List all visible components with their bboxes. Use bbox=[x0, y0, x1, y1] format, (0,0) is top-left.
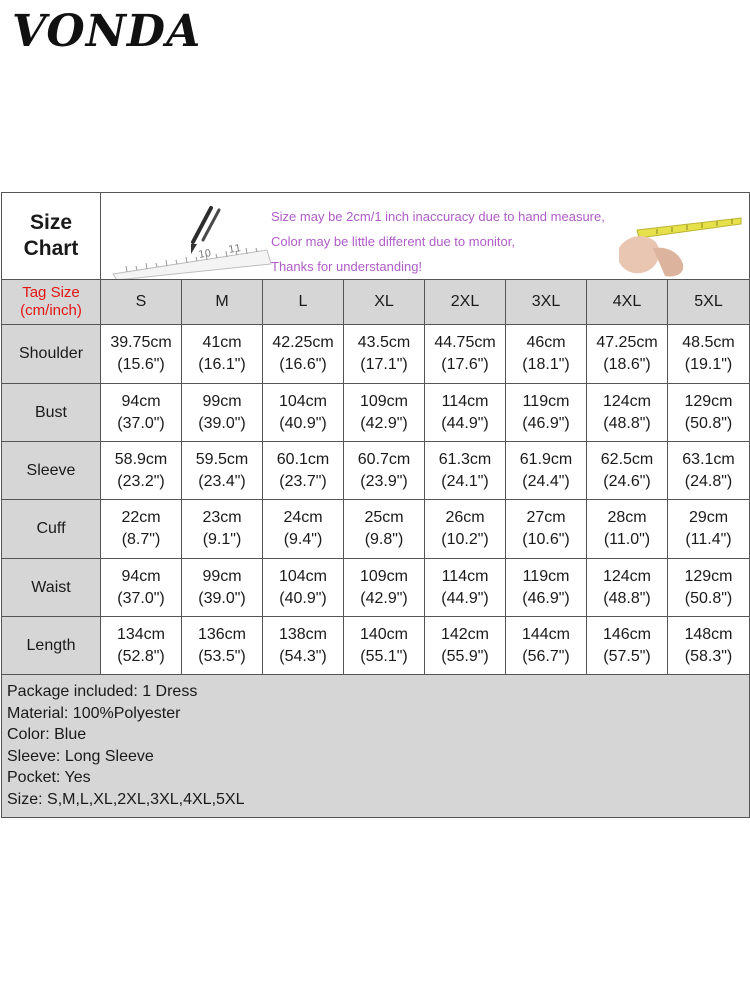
detail-line: Color: Blue bbox=[7, 726, 87, 744]
size-column-header: 2XL bbox=[425, 280, 506, 325]
measurement-cell: 129cm (50.8") bbox=[668, 559, 750, 617]
size-column-header: 4XL bbox=[587, 280, 668, 325]
size-column-header: XL bbox=[344, 280, 425, 325]
measurement-cell: 47.25cm (18.6") bbox=[587, 325, 668, 384]
measurement-cell: 119cm (46.9") bbox=[506, 384, 587, 442]
measurement-cell: 144cm (56.7") bbox=[506, 617, 587, 675]
size-column-header: 5XL bbox=[668, 280, 750, 325]
measurement-cell: 59.5cm (23.4") bbox=[182, 442, 263, 500]
measurement-cell: 58.9cm (23.2") bbox=[101, 442, 182, 500]
size-column-header: M bbox=[182, 280, 263, 325]
measurement-cell: 124cm (48.8") bbox=[587, 559, 668, 617]
measurement-cell: 136cm (53.5") bbox=[182, 617, 263, 675]
measurement-cell: 60.1cm (23.7") bbox=[263, 442, 344, 500]
measurement-cell: 129cm (50.8") bbox=[668, 384, 750, 442]
measurement-cell: 44.75cm (17.6") bbox=[425, 325, 506, 384]
product-details bbox=[2, 675, 750, 818]
row-label-cuff: Cuff bbox=[2, 500, 101, 559]
title-line: Size bbox=[29, 211, 73, 234]
notice-line: Size may be 2cm/1 inch inaccuracy due to hand measure, bbox=[271, 208, 605, 224]
measuring-tape-icon bbox=[597, 208, 745, 279]
measurement-cell: 109cm (42.9") bbox=[344, 559, 425, 617]
row-label-waist: Waist bbox=[2, 559, 101, 617]
brand-logo: VONDA bbox=[12, 6, 202, 57]
table-row bbox=[2, 325, 750, 384]
measurement-cell: 61.3cm (24.1") bbox=[425, 442, 506, 500]
notice-text bbox=[271, 204, 605, 279]
measurement-cell: 104cm (40.9") bbox=[263, 384, 344, 442]
ruler-number: 10 bbox=[197, 247, 213, 261]
size-column-header: L bbox=[263, 280, 344, 325]
row-label-bust: Bust bbox=[2, 384, 101, 442]
measurement-cell: 62.5cm (24.6") bbox=[587, 442, 668, 500]
measurement-cell: 124cm (48.8") bbox=[587, 384, 668, 442]
table-row bbox=[2, 617, 750, 675]
measurement-cell: 119cm (46.9") bbox=[506, 559, 587, 617]
size-chart-table bbox=[1, 192, 750, 818]
measurement-cell: 48.5cm (19.1") bbox=[668, 325, 750, 384]
detail-line: Pocket: Yes bbox=[7, 769, 91, 787]
measurement-cell: 42.25cm (16.6") bbox=[263, 325, 344, 384]
measurement-cell: 146cm (57.5") bbox=[587, 617, 668, 675]
measurement-cell: 41cm (16.1") bbox=[182, 325, 263, 384]
measurement-cell: 22cm (8.7") bbox=[101, 500, 182, 559]
measurement-cell: 104cm (40.9") bbox=[263, 559, 344, 617]
measurement-cell: 26cm (10.2") bbox=[425, 500, 506, 559]
title-line: Chart bbox=[23, 237, 79, 260]
measurement-cell: 63.1cm (24.8") bbox=[668, 442, 750, 500]
notice-line: Thanks for understanding! bbox=[271, 258, 423, 274]
table-row bbox=[2, 384, 750, 442]
measurement-cell: 142cm (55.9") bbox=[425, 617, 506, 675]
row-label-shoulder: Shoulder bbox=[2, 325, 101, 384]
measurement-cell: 61.9cm (24.4") bbox=[506, 442, 587, 500]
size-column-header: 3XL bbox=[506, 280, 587, 325]
measurement-cell: 114cm (44.9") bbox=[425, 384, 506, 442]
measurement-cell: 23cm (9.1") bbox=[182, 500, 263, 559]
table-row bbox=[2, 559, 750, 617]
detail-line: Material: 100%Polyester bbox=[7, 704, 181, 722]
measurement-cell: 94cm (37.0") bbox=[101, 559, 182, 617]
notice-line: Color may be little different due to monitor, bbox=[271, 233, 515, 249]
measurement-cell: 134cm (52.8") bbox=[101, 617, 182, 675]
measurement-cell: 43.5cm (17.1") bbox=[344, 325, 425, 384]
measurement-cell: 24cm (9.4") bbox=[263, 500, 344, 559]
measurement-cell: 148cm (58.3") bbox=[668, 617, 750, 675]
size-chart-title bbox=[2, 193, 101, 280]
tag-size-header bbox=[2, 280, 101, 325]
table-row bbox=[2, 500, 750, 559]
detail-line: Sleeve: Long Sleeve bbox=[7, 747, 154, 765]
tag-size-unit: (cm/inch) bbox=[20, 302, 82, 319]
measurement-cell: 94cm (37.0") bbox=[101, 384, 182, 442]
size-column-header: S bbox=[101, 280, 182, 325]
tag-size-label: Tag Size bbox=[22, 284, 80, 301]
measurement-cell: 99cm (39.0") bbox=[182, 559, 263, 617]
measurement-cell: 29cm (11.4") bbox=[668, 500, 750, 559]
table-row bbox=[2, 442, 750, 500]
measurement-cell: 27cm (10.6") bbox=[506, 500, 587, 559]
row-label-length: Length bbox=[2, 617, 101, 675]
ruler-number: 11 bbox=[227, 242, 243, 256]
measurement-cell: 60.7cm (23.9") bbox=[344, 442, 425, 500]
measurement-cell: 28cm (11.0") bbox=[587, 500, 668, 559]
measurement-notice-banner bbox=[101, 193, 750, 280]
measurement-cell: 138cm (54.3") bbox=[263, 617, 344, 675]
detail-line: Size: S,M,L,XL,2XL,3XL,4XL,5XL bbox=[7, 790, 245, 808]
measurement-cell: 140cm (55.1") bbox=[344, 617, 425, 675]
detail-line: Package included: 1 Dress bbox=[7, 683, 198, 700]
row-label-sleeve: Sleeve bbox=[2, 442, 101, 500]
measurement-cell: 39.75cm (15.6") bbox=[101, 325, 182, 384]
measurement-cell: 109cm (42.9") bbox=[344, 384, 425, 442]
measurement-cell: 25cm (9.8") bbox=[344, 500, 425, 559]
ruler-icon bbox=[107, 200, 277, 279]
measurement-cell: 99cm (39.0") bbox=[182, 384, 263, 442]
measurement-cell: 46cm (18.1") bbox=[506, 325, 587, 384]
pencil-icon bbox=[191, 208, 219, 254]
measurement-cell: 114cm (44.9") bbox=[425, 559, 506, 617]
